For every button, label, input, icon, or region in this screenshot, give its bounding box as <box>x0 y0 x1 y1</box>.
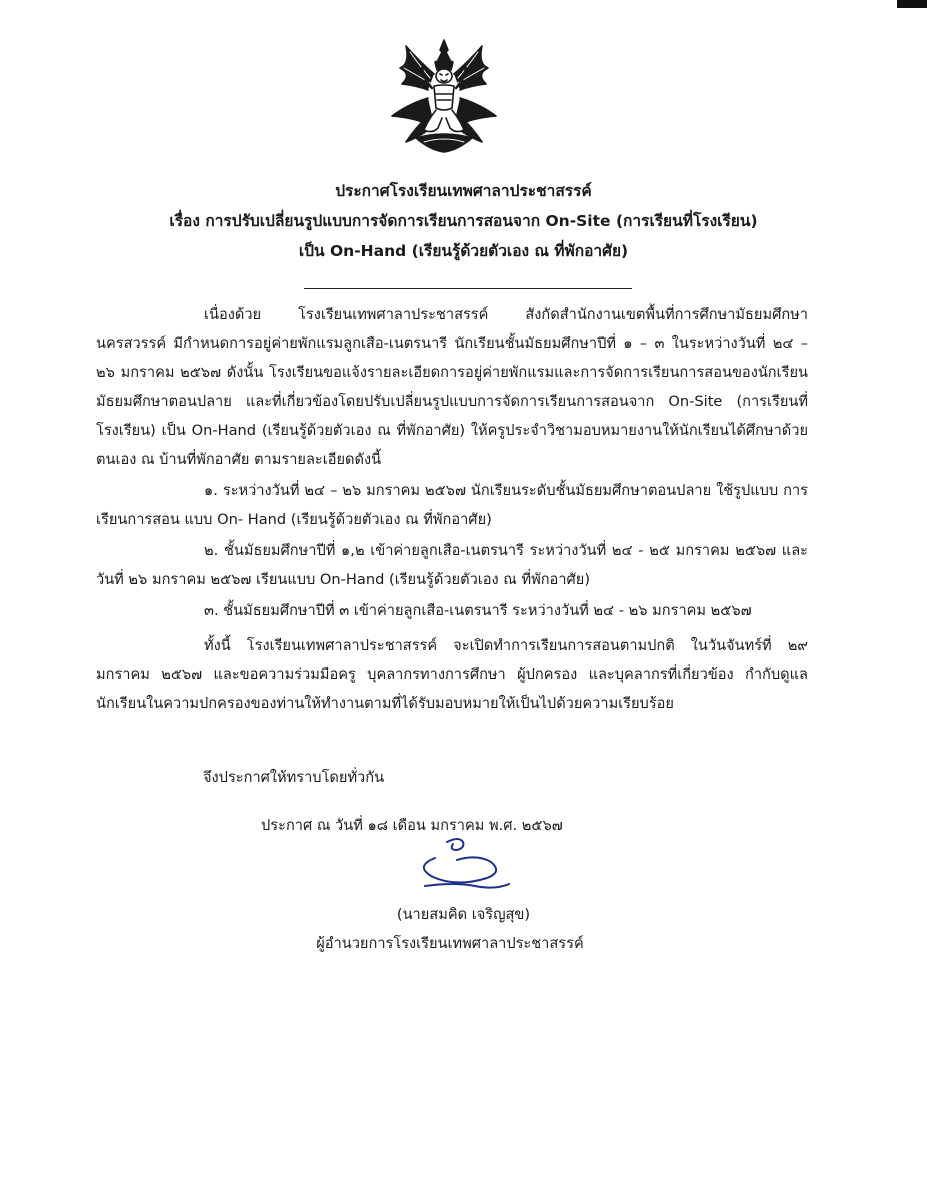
title-line-2: เรื่อง การปรับเปลี่ยนรูปแบบการจัดการเรียนการสอนจาก On-Site (การเรียนที่โรงเรียน) <box>169 212 758 230</box>
list-item-1: ๑. ระหว่างวันที่ ๒๔ – ๒๖ มกราคม ๒๕๖๗ นักเรียนระดับชั้นมัธยมศึกษาตอนปลาย ใช้รูปแบบ การเรียนการสอน แบบ On- Hand (เรียนรู้ด้วยตัวเอง ณ ที่พักอาศัย) <box>96 482 808 528</box>
title-underline <box>304 288 632 289</box>
list-item-3: ๓. ชั้นมัธยมศึกษาปีที่ ๓ เข้าค่ายลูกเสือ-เนตรนารี ระหว่างวันที่ ๒๔ - ๒๖ มกราคม ๒๕๖๗ <box>204 602 752 619</box>
closing-paragraph: ทั้งนี้ โรงเรียนเทพศาลาประชาสรรค์ จะเปิดทำการเรียนการสอนตามปกติ ในวันจันทร์ที่ ๒๙ มกราคม ๒๕๖๗ และขอความร่วมมือครู บุคลากรทางการศึกษา ผู้ปกครอง และบุคลากรที่เกี่ยวข้อง กำกับดูแล นักเรียนในความปกครองของท่านให้ทำงานตามที่ได้รับมอบหมายให้เป็นไปด้วยความเรียบร้อย <box>96 637 808 712</box>
scan-corner-mark <box>897 0 927 8</box>
announcement-statement: จึงประกาศให้ทราบโดยทั่วกัน <box>203 769 385 786</box>
title-line-3: เป็น On-Hand (เรียนรู้ด้วยตัวเอง ณ ที่พักอาศัย) <box>298 242 629 260</box>
list-item-2: ๒. ชั้นมัธยมศึกษาปีที่ ๑,๒ เข้าค่ายลูกเสือ-เนตรนารี ระหว่างวันที่ ๒๔ - ๒๕ มกราคม ๒๕๖๗ และวันที่ ๒๖ มกราคม ๒๕๖๗ เรียนแบบ On-Hand (เรียนรู้ด้วยตัวเอง ณ ที่พักอาศัย) <box>96 542 808 588</box>
handwritten-signature-icon <box>405 836 515 894</box>
announcement-title <box>0 176 927 266</box>
signatory-name: (นายสมคิด เจริญสุข) <box>396 906 531 923</box>
garuda-emblem-icon <box>388 38 500 156</box>
announcement-body <box>96 300 808 718</box>
signatory-position: ผู้อำนวยการโรงเรียนเทพศาลาประชาสรรค์ <box>316 935 584 952</box>
title-line-1: ประกาศโรงเรียนเทพศาลาประชาสรรค์ <box>335 182 592 200</box>
intro-paragraph: เนื่องด้วย โรงเรียนเทพศาลาประชาสรรค์ สังกัดสำนักงานเขตพื้นที่การศึกษามัธยมศึกษานครสวรรค์ มีกำหนดการอยู่ค่ายพักแรมลูกเสือ-เนตรนารี นักเรียนชั้นมัธยมศึกษาปีที่ ๑ – ๓ ในระหว่างวันที่ ๒๔ – ๒๖ มกราคม ๒๕๖๗ ดังนั้น โรงเรียนขอแจ้งรายละเอียดการอยู่ค่ายพักแรมและการจัดการเรียนการสอนของนักเรียนมัธยมศึกษาตอนปลาย และที่เกี่ยวข้องโดยปรับเปลี่ยนรูปแบบการจัดการเรียนการสอนจาก On-Site (การเรียนที่โรงเรียน) เป็น On-Hand (เรียนรู้ด้วยตัวเอง ณ ที่พักอาศัย) ให้ครูประจำวิชามอบหมายงานให้นักเรียนได้ศึกษาด้วยตนเอง ณ บ้านที่พักอาศัย ตามรายละเอียดดังนี้ <box>96 306 808 468</box>
issue-date: ประกาศ ณ วันที่ ๑๘ เดือน มกราคม พ.ศ. ๒๕๖๗ <box>261 817 563 834</box>
